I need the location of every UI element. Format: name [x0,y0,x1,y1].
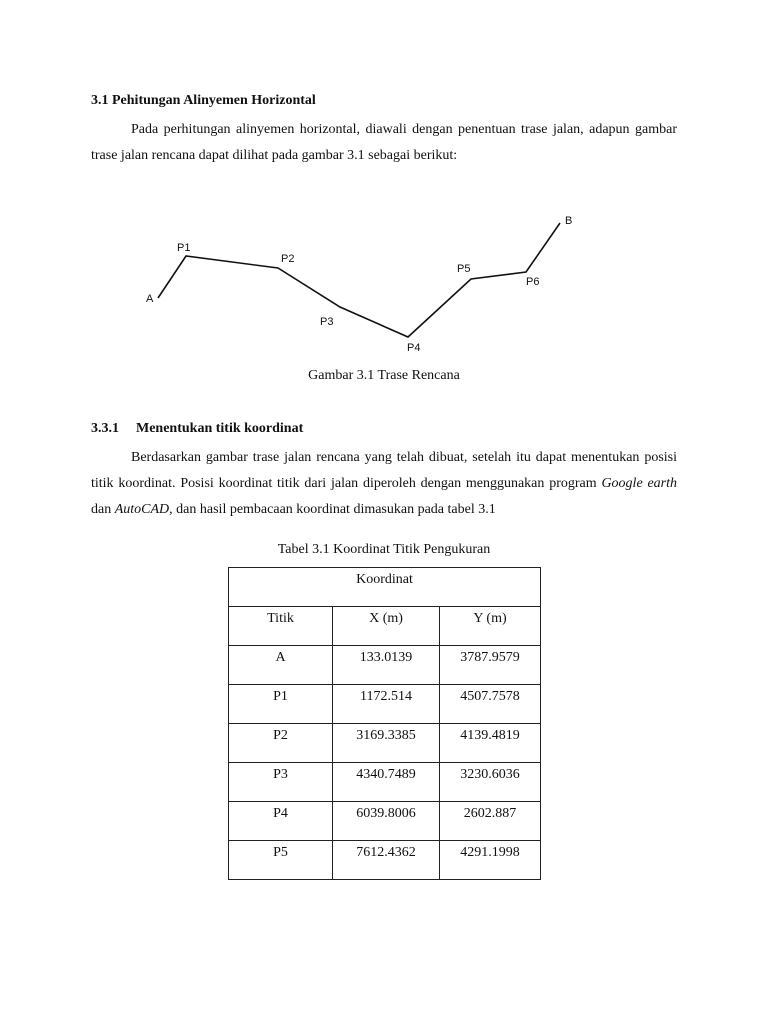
coordinate-paragraph-text-2: dan [91,502,115,517]
table-caption: Tabel 3.1 Koordinat Titik Pengukuran [277,542,491,557]
point-label-p5: P5 [457,263,471,275]
point-label-b: B [565,215,573,227]
point-label-p6: P6 [526,276,540,288]
cell-titik: P2 [229,724,333,763]
cell-x: 1172.514 [333,685,440,724]
table-row [229,841,541,880]
point-label-p4: P4 [407,342,421,354]
subsection-title: Menentukan titik koordinat [136,421,304,436]
coordinate-table [228,567,541,880]
trase-rencana-figure [140,205,600,355]
table-row [229,724,541,763]
cell-x: 6039.8006 [333,802,440,841]
cell-titik: P1 [229,685,333,724]
cell-y: 3787.9579 [440,646,541,685]
figure-caption: Gambar 3.1 Trase Rencana [308,368,460,383]
google-earth-term: Google earth [601,476,678,491]
point-label-a: A [146,293,154,305]
cell-y: 4139.4819 [440,724,541,763]
cell-y: 4507.7578 [440,685,541,724]
subsection-number: 3.3.1 [91,421,119,436]
autocad-term: AutoCAD [114,502,170,517]
point-label-p2: P2 [281,253,295,265]
cell-y: 2602.887 [440,802,541,841]
coordinate-paragraph [91,445,677,523]
table-row [229,802,541,841]
table-row [229,646,541,685]
cell-x: 3169.3385 [333,724,440,763]
cell-x: 7612.4362 [333,841,440,880]
cell-titik: P3 [229,763,333,802]
coordinate-paragraph-text-3: , dan hasil pembacaan koordinat dimasukan pada tabel 3.1 [169,502,496,517]
group-header-koordinat: Koordinat [229,568,541,607]
intro-paragraph [91,117,677,169]
header-y: Y (m) [440,607,541,646]
table-group-header-row [229,568,541,607]
table-row [229,763,541,802]
point-label-p3: P3 [320,316,334,328]
subsection-heading [91,421,303,437]
section-heading: 3.1 Pehitungan Alinyemen Horizontal [91,93,316,108]
coordinate-paragraph-text-1: Berdasarkan gambar trase jalan rencana yang telah dibuat, setelah itu dapat menentukan posisi titik koordinat. Posisi koordinat titik dari jalan diperoleh dengan menggunakan program [91,450,677,491]
cell-titik: P5 [229,841,333,880]
cell-x: 4340.7489 [333,763,440,802]
cell-titik: P4 [229,802,333,841]
cell-y: 3230.6036 [440,763,541,802]
cell-titik: A [229,646,333,685]
header-titik: Titik [229,607,333,646]
point-label-p1: P1 [177,242,191,254]
cell-y: 4291.1998 [440,841,541,880]
table-row [229,685,541,724]
table-header-row [229,607,541,646]
cell-x: 133.0139 [333,646,440,685]
trase-line [158,223,560,337]
intro-paragraph-text: Pada perhitungan alinyemen horizontal, diawali dengan penentuan trase jalan, adapun gambar trase jalan rencana dapat dilihat pada gambar 3.1 sebagai berikut: [91,122,677,163]
header-x: X (m) [333,607,440,646]
